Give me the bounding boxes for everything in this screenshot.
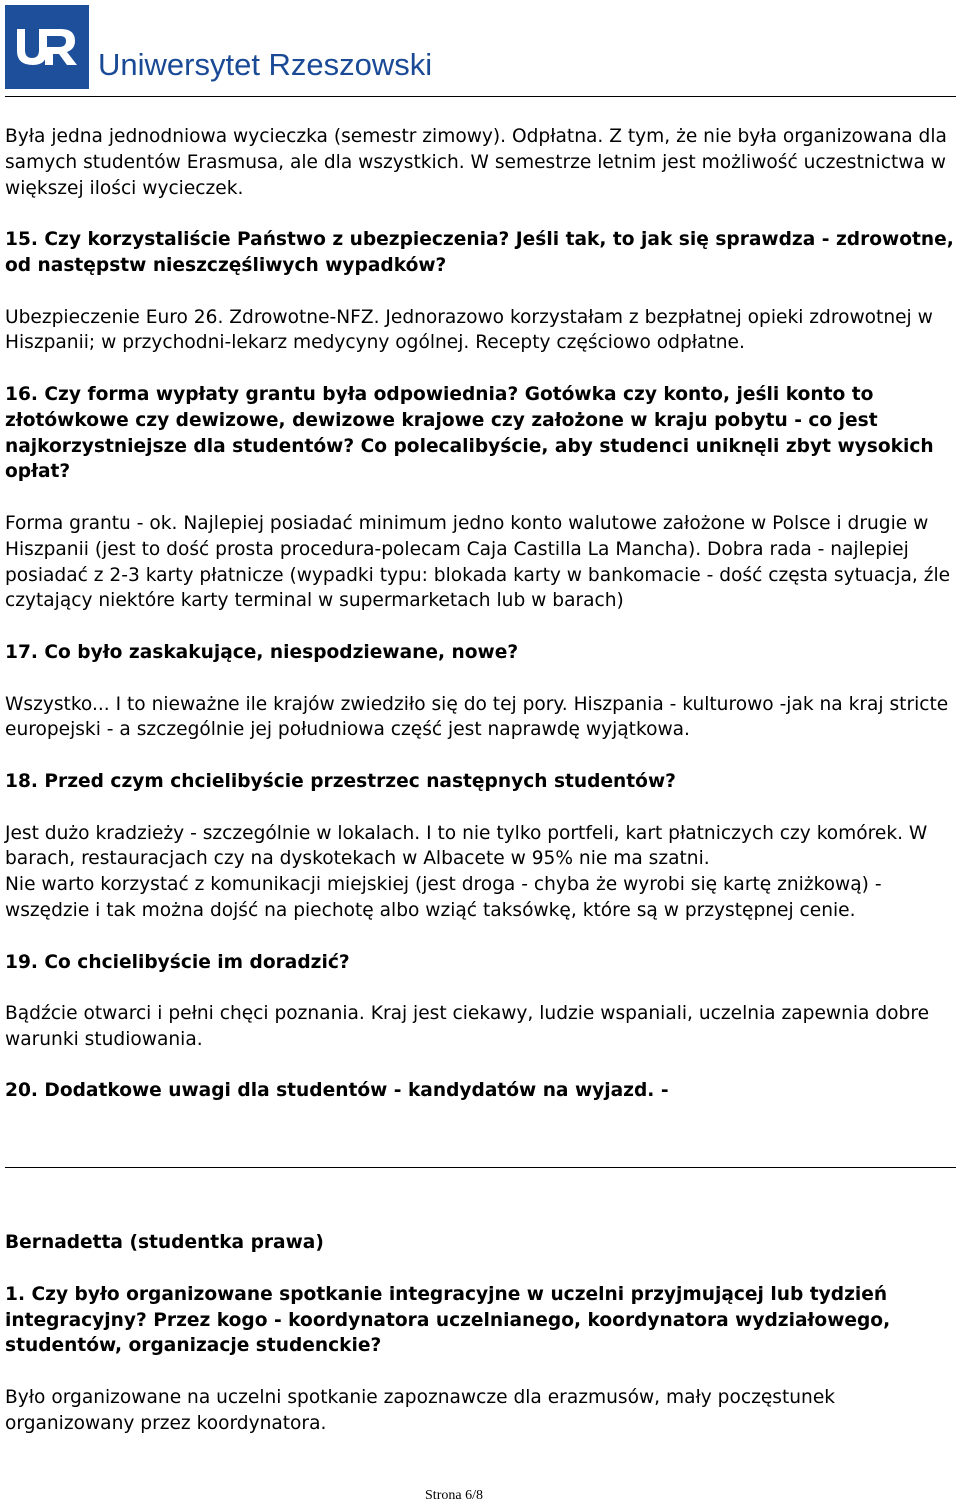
document-body xyxy=(5,124,955,1462)
answer-paragraph: Było organizowane na uczelni spotkanie zapoznawcze dla erazmusów, mały poczęstunek organizowany przez koordynatora. xyxy=(5,1387,836,1434)
page-header xyxy=(5,5,956,97)
question-heading: 15. Czy korzystaliście Państwo z ubezpieczenia? Jeśli tak, to jak się sprawdza - zdrowotne, od następstw nieszczęśliwych wypadków? xyxy=(5,229,954,276)
question-heading: 18. Przed czym chcielibyście przestrzec następnych studentów? xyxy=(5,770,676,792)
answer-paragraph: Ubezpieczenie Euro 26. Zdrowotne-NFZ. Jednorazowo korzystałam z bezpłatnej opieki zdrowotnej w Hiszpanii; w przychodni-lekarz medycyny ogólnej. Recepty częściowo odpłatne. xyxy=(5,306,933,354)
question-heading: 20. Dodatkowe uwagi dla studentów - kandydatów na wyjazd. - xyxy=(5,1080,669,1102)
university-name: Uniwersytet Rzeszowski xyxy=(98,47,433,82)
page-number: Strona 6/8 xyxy=(425,1488,483,1503)
answer-paragraph xyxy=(5,821,955,924)
ur-logo-icon xyxy=(13,25,81,69)
question-heading: 19. Co chcielibyście im doradzić? xyxy=(5,951,350,973)
answer-line: Jest dużo kradzieży - szczególnie w lokalach. I to nie tylko portfeli, kart płatniczych czy komórek. W barach, restauracjach czy na dyskotekach w Albacete w 95% nie ma szatni. xyxy=(5,822,928,870)
answer-paragraph: Była jedna jednodniowa wycieczka (semestr zimowy). Odpłatna. Z tym, że nie była organizowana dla samych studentów Erasmusa, ale dla wszystkich. W semestrze letnim jest możliwość uczestnictwa w większej ilości wycieczek. xyxy=(5,126,947,199)
question-heading: Bernadetta (studentka prawa) xyxy=(5,1232,324,1254)
answer-paragraph: Wszystko... I to nieważne ile krajów zwiedziło się do tej pory. Hiszpania - kulturowo -jak na kraj stricte europejski - a szczególnie jej południowa część jest naprawdę wyjątkowa. xyxy=(5,693,949,741)
answer-line: Nie warto korzystać z komunikacji miejskiej (jest droga - chyba że wyrobi się kartę zniżkową) - wszędzie i tak można dojść na piechotę albo wziąć taksówkę, które są w przystępnej cenie. xyxy=(5,874,882,921)
answer-paragraph: Bądźcie otwarci i pełni chęci poznania. Kraj jest ciekawy, ludzie wspaniali, uczelnia zapewnia dobre warunki studiowania. xyxy=(5,1003,930,1050)
section-divider xyxy=(5,1167,956,1168)
header-rule xyxy=(5,96,956,97)
answer-paragraph: Forma grantu - ok. Najlepiej posiadać minimum jedno konto walutowe założone w Polsce i drugie w Hiszpanii (jest to dość prosta procedura-polecam Caja Castilla La Mancha). Dobra rada - najlepiej posiadać z 2-3 karty płatnicze (wypadki typu: blokada karty w bankomacie - dość częsta sytuacja, źle czytający niektóre karty terminal w supermarketach lub w barach) xyxy=(5,512,951,612)
university-logo xyxy=(5,5,89,89)
question-heading: 16. Czy forma wypłaty grantu była odpowiednia? Gotówka czy konto, jeśli konto to złotówkowe czy dewizowe, dewizowe krajowe czy założone w kraju pobytu - co jest najkorzystniejsze dla studentów? Co polecalibyście, aby studenci uniknęli zbyt wysokich opłat? xyxy=(5,383,934,483)
question-heading: 1. Czy było organizowane spotkanie integracyjne w uczelni przyjmującej lub tydzień integracyjny? Przez kogo - koordynatora uczelnianego, koordynatora wydziałowego, studentów, organizacje studenckie? xyxy=(5,1283,891,1357)
question-heading: 17. Co było zaskakujące, niespodziewane, nowe? xyxy=(5,641,519,663)
